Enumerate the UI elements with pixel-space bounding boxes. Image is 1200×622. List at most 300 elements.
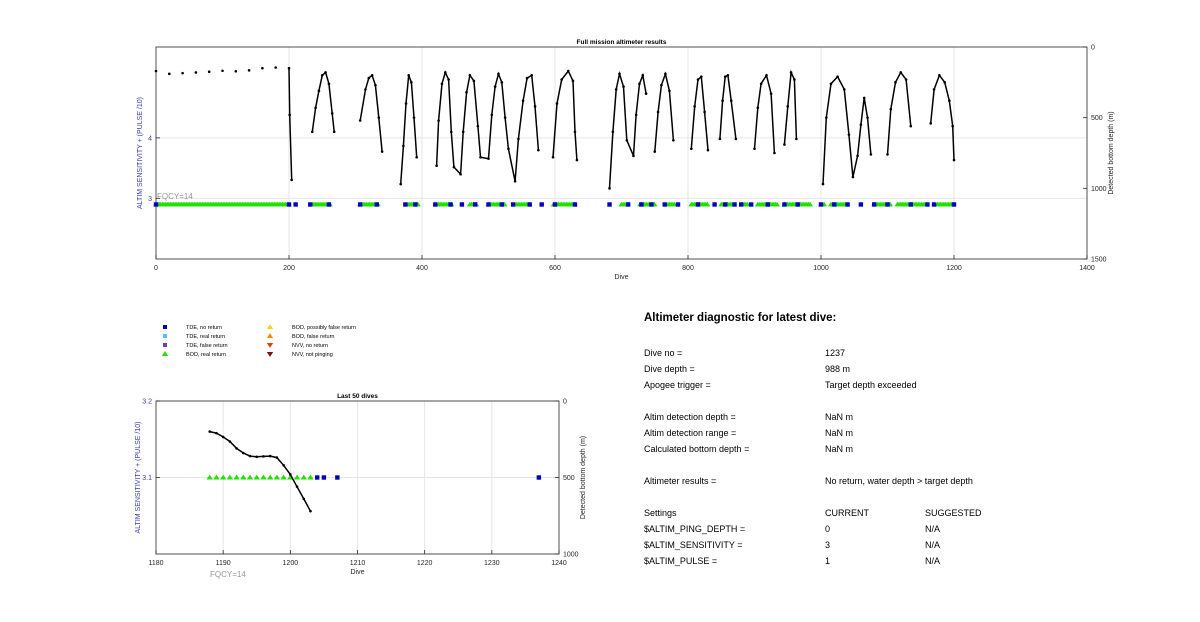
diag-extra: N/A: [925, 556, 941, 566]
bottom-depth-point: [374, 84, 377, 87]
bottom-depth-point: [195, 71, 198, 74]
tde-no-return-marker: [859, 202, 863, 206]
diag-row-apogee-trigger: [644, 380, 1084, 392]
diag-row-ping-depth: [644, 524, 1084, 536]
bottom-depth-point: [487, 157, 490, 160]
bottom-depth-point: [909, 125, 912, 128]
bottom-depth-point: [735, 138, 738, 141]
tde-no-return-marker: [460, 202, 464, 206]
bottom-depth-point: [282, 464, 285, 467]
tde-no-return-marker: [925, 202, 929, 206]
tde-no-return-marker: [537, 475, 541, 479]
tde-no-return-marker: [553, 202, 557, 206]
bottom-depth-point: [693, 105, 696, 108]
legend-triangle-marker: [162, 351, 168, 356]
tde-no-return-marker: [448, 202, 452, 206]
bottom-depth-point: [530, 74, 533, 77]
legend-triangle-marker: [267, 343, 273, 348]
y-right-tick-label: 500: [1091, 115, 1103, 123]
bottom-depth-point: [727, 74, 730, 77]
bottom-depth-series-line: [784, 72, 796, 144]
bottom-depth-point: [288, 67, 291, 70]
bottom-depth-point: [364, 88, 367, 91]
legend-label: TDE, false return: [186, 343, 228, 349]
bottom-depth-point: [948, 99, 951, 102]
bottom-depth-point: [407, 74, 410, 77]
tde-no-return-marker: [676, 202, 680, 206]
diag-row-dive-no: [644, 348, 1084, 360]
x-tick-label: 1200: [946, 265, 962, 272]
x-tick-label: 0: [154, 265, 158, 272]
bottom-depth-point: [618, 73, 621, 76]
last-50-dives-chart: [135, 393, 587, 579]
tde-no-return-marker: [749, 202, 753, 206]
bottom-depth-point: [249, 455, 252, 458]
bottom-depth-point: [221, 69, 224, 72]
bottom-depth-series-line: [401, 75, 417, 184]
diag-label: Altim detection depth =: [644, 412, 736, 422]
x-tick-label: 200: [283, 265, 295, 272]
diag-extra: N/A: [925, 540, 941, 550]
bottom-depth-point: [255, 456, 258, 459]
bottom-depth-point: [302, 498, 305, 501]
bottom-depth-point: [447, 78, 450, 81]
tde-no-return-marker: [607, 202, 611, 206]
diag-value: Target depth exceeded: [825, 380, 917, 390]
diag-row-altimeter-results: [644, 476, 1084, 488]
bottom-depth-point: [843, 88, 846, 91]
bottom-depth-point: [453, 166, 456, 169]
bottom-depth-point: [856, 155, 859, 158]
bottom-depth-series-line: [888, 72, 911, 154]
bottom-depth-point: [622, 85, 625, 88]
bottom-depth-point: [894, 81, 897, 84]
bottom-depth-point: [435, 164, 438, 167]
tde-no-return-marker: [322, 475, 326, 479]
y-left-axis-label: ALTIM SENSITIVITY + (PULSE /10): [135, 421, 142, 534]
bottom-depth-point: [866, 116, 869, 119]
tde-no-return-marker: [766, 202, 770, 206]
bottom-depth-point: [501, 81, 504, 84]
legend-label: NVV, not pinging: [292, 352, 333, 358]
bottom-depth-point: [494, 85, 497, 88]
bottom-depth-point: [514, 180, 517, 183]
bottom-depth-series-line: [437, 72, 539, 181]
diag-value: NaN m: [825, 444, 854, 454]
diag-value: 1: [825, 556, 831, 566]
x-tick-label: 1240: [551, 560, 567, 567]
bottom-depth-point: [441, 82, 444, 85]
tde-no-return-marker: [872, 202, 876, 206]
bottom-depth-point: [664, 73, 667, 76]
tde-no-return-marker: [909, 202, 913, 206]
tde-no-return-marker: [540, 202, 544, 206]
diag-row-dive-depth: [644, 364, 1084, 376]
diag-value: 1237: [825, 348, 846, 358]
diag-row-detection-depth: [644, 412, 1084, 424]
bottom-depth-point: [507, 147, 510, 150]
bottom-depth-point: [276, 456, 279, 459]
bottom-depth-point: [900, 71, 903, 74]
bottom-depth-point: [314, 106, 317, 109]
bottom-depth-point: [399, 183, 402, 186]
diag-value: NaN m: [825, 412, 854, 422]
tde-no-return-marker: [358, 202, 362, 206]
bottom-depth-point: [402, 145, 405, 148]
bottom-depth-point: [242, 452, 245, 455]
diag-label: $ALTIM_PING_DEPTH =: [644, 524, 746, 534]
bottom-depth-point: [672, 139, 675, 142]
tde-no-return-marker: [287, 202, 291, 206]
tde-no-return-marker: [626, 202, 630, 206]
diag-value: CURRENT: [825, 508, 869, 518]
bottom-depth-point: [405, 102, 408, 105]
bottom-depth-point: [413, 116, 416, 119]
tde-no-return-marker: [375, 202, 379, 206]
bottom-depth-point: [612, 131, 615, 134]
y-right-tick-label: 1500: [1091, 256, 1107, 264]
tde-no-return-marker: [293, 202, 297, 206]
bottom-depth-point: [938, 74, 941, 77]
bottom-depth-point: [852, 176, 855, 179]
y-right-tick-label: 0: [1091, 44, 1095, 52]
x-tick-label: 1400: [1079, 265, 1095, 272]
tde-no-return-marker: [782, 202, 786, 206]
x-tick-label: 1220: [416, 560, 433, 567]
bottom-depth-point: [479, 156, 482, 159]
diag-extra: N/A: [925, 524, 941, 534]
bottom-depth-point: [560, 78, 563, 81]
x-tick-label: 400: [416, 265, 428, 272]
y-left-tick-label: 4: [148, 135, 152, 143]
bottom-depth-point: [324, 71, 327, 74]
bottom-depth-point: [534, 105, 537, 108]
y-right-tick-label: 1000: [563, 551, 579, 559]
bottom-depth-point: [155, 70, 158, 73]
bottom-depth-point: [657, 111, 660, 114]
bottom-depth-point: [208, 430, 211, 433]
legend-label: NVV, no return: [292, 343, 328, 349]
altimeter-diagnostic-panel: [644, 312, 1084, 582]
x-axis-label: Dive: [614, 274, 629, 281]
bottom-depth-point: [462, 131, 465, 134]
bottom-depth-point: [638, 82, 641, 85]
bottom-depth-point: [760, 82, 763, 85]
y-left-tick-label: 3.1: [142, 475, 152, 482]
diag-row-detection-range: [644, 428, 1084, 440]
full-mission-chart: [137, 39, 1115, 281]
bottom-depth-point: [288, 114, 291, 117]
tde-no-return-marker: [723, 202, 727, 206]
bottom-depth-point: [848, 133, 851, 136]
bottom-depth-point: [377, 116, 380, 119]
legend: [162, 324, 356, 358]
diag-label: $ALTIM_PULSE =: [644, 556, 718, 566]
diag-label: Settings: [644, 508, 677, 518]
y-left-axis-label: ALTIM SENSITIVITY + (PULSE /10): [137, 97, 144, 209]
bottom-depth-point: [215, 432, 218, 435]
bottom-depth-point: [437, 119, 440, 122]
y-left-tick-label: 3: [148, 195, 152, 203]
tde-no-return-marker: [952, 202, 956, 206]
bottom-depth-point: [328, 82, 331, 85]
diag-row-settings-header: [644, 508, 1084, 520]
bottom-depth-series-line: [691, 77, 708, 151]
bottom-depth-point: [830, 82, 833, 85]
tde-no-return-marker: [732, 202, 736, 206]
legend-triangle-marker: [267, 324, 273, 329]
bottom-depth-series-line: [610, 74, 647, 188]
x-tick-label: 800: [682, 265, 694, 272]
bottom-depth-point: [415, 156, 418, 159]
bottom-depth-point: [836, 75, 839, 78]
bottom-depth-point: [537, 149, 540, 152]
bottom-depth-point: [576, 159, 579, 162]
bottom-depth-point: [504, 116, 507, 119]
diag-value: NaN m: [825, 428, 854, 438]
bottom-depth-point: [552, 156, 555, 159]
bottom-depth-point: [359, 119, 362, 122]
bottom-depth-series-line: [210, 432, 311, 512]
tde-no-return-marker: [528, 202, 532, 206]
bottom-depth-point: [653, 150, 656, 153]
legend-label: BOD, possibly false return: [292, 325, 356, 331]
tde-no-return-marker: [696, 202, 700, 206]
x-tick-label: 1180: [148, 560, 164, 567]
bottom-depth-point: [690, 147, 693, 150]
bottom-depth-point: [168, 73, 171, 76]
bottom-depth-point: [770, 92, 773, 95]
legend-label: TDE, no return: [186, 325, 223, 331]
bottom-depth-point: [368, 77, 371, 80]
bottom-depth-point: [572, 80, 575, 83]
diag-label: $ALTIM_SENSITIVITY =: [644, 540, 743, 550]
tde-no-return-marker: [403, 202, 407, 206]
bottom-depth-point: [410, 81, 413, 84]
bottom-depth-point: [721, 99, 724, 102]
bottom-depth-point: [707, 149, 710, 152]
x-tick-label: 600: [549, 265, 561, 272]
bottom-depth-series-line: [720, 75, 736, 139]
bottom-depth-point: [222, 436, 225, 439]
bottom-depth-point: [289, 473, 292, 476]
bottom-depth-series-line: [931, 75, 954, 160]
y-right-tick-label: 1000: [1091, 185, 1107, 193]
tde-no-return-marker: [932, 202, 936, 206]
bottom-depth-point: [786, 105, 789, 108]
bottom-depth-point: [469, 74, 472, 77]
bottom-depth-point: [261, 67, 264, 70]
tde-no-return-marker: [413, 202, 417, 206]
bottom-depth-point: [248, 69, 251, 72]
bottom-depth-point: [444, 71, 447, 74]
diagnostic-title: Altimeter diagnostic for latest dive:: [644, 312, 837, 324]
bottom-depth-point: [757, 106, 760, 109]
chart-title: Last 50 dives: [337, 393, 378, 400]
y-left-tick-label: 3.2: [142, 398, 152, 406]
tde-no-return-marker: [308, 202, 312, 206]
bottom-depth-point: [269, 455, 272, 458]
bottom-depth-point: [331, 112, 334, 115]
tde-no-return-marker: [712, 202, 716, 206]
bottom-depth-point: [371, 74, 374, 77]
bottom-depth-point: [574, 131, 577, 134]
bottom-depth-series-line: [755, 75, 775, 153]
bottom-depth-point: [753, 147, 756, 150]
x-axis-label: Dive: [350, 569, 365, 576]
bottom-depth-point: [567, 70, 570, 73]
tde-no-return-marker: [885, 202, 889, 206]
tde-no-return-marker: [739, 202, 743, 206]
bottom-depth-point: [296, 485, 299, 488]
diag-value: 3: [825, 540, 831, 550]
bottom-depth-series-line: [823, 77, 871, 184]
bottom-depth-point: [863, 97, 866, 100]
legend-label: BOD, false return: [292, 334, 335, 340]
bottom-depth-point: [703, 111, 706, 114]
bottom-depth-point: [765, 74, 768, 77]
tde-no-return-marker: [315, 475, 319, 479]
bottom-depth-point: [556, 102, 559, 105]
x-tick-label: 1230: [484, 560, 500, 567]
bottom-depth-point: [822, 183, 825, 186]
bottom-depth-point: [668, 90, 671, 93]
bottom-depth-point: [473, 80, 476, 83]
tde-no-return-marker: [327, 202, 331, 206]
tde-no-return-marker: [819, 202, 823, 206]
bottom-depth-point: [477, 125, 480, 128]
tde-no-return-marker: [832, 202, 836, 206]
bottom-depth-point: [459, 173, 462, 176]
bottom-depth-point: [929, 122, 932, 125]
legend-triangle-marker: [267, 352, 273, 357]
tde-no-return-marker: [573, 202, 577, 206]
diag-extra: SUGGESTED: [925, 508, 982, 518]
bottom-depth-point: [730, 99, 733, 102]
bottom-depth-point: [700, 75, 703, 78]
x-tick-label: 1000: [813, 265, 829, 272]
bottom-depth-point: [450, 131, 453, 134]
bottom-depth-point: [491, 114, 494, 117]
bottom-depth-point: [526, 77, 529, 80]
bottom-depth-point: [660, 84, 663, 87]
tde-no-return-marker: [500, 202, 504, 206]
legend-square-marker: [163, 325, 167, 329]
tde-no-return-marker: [154, 202, 158, 206]
bottom-depth-point: [381, 150, 384, 153]
bottom-depth-point: [632, 155, 635, 158]
bottom-depth-point: [626, 139, 629, 142]
tde-no-return-marker: [639, 202, 643, 206]
tde-no-return-marker: [845, 202, 849, 206]
bottom-depth-point: [870, 153, 873, 156]
bottom-depth-point: [905, 78, 908, 81]
bottom-depth-point: [321, 74, 324, 77]
diag-label: Dive no =: [644, 348, 683, 358]
bottom-depth-point: [235, 447, 238, 450]
bottom-depth-point: [318, 90, 321, 93]
bottom-depth-point: [635, 114, 638, 117]
diag-label: Altimeter results =: [644, 476, 717, 486]
legend-label: BOD, real return: [186, 352, 227, 358]
tde-no-return-marker: [663, 202, 667, 206]
bottom-depth-point: [795, 138, 798, 141]
bottom-depth-series-line: [312, 72, 334, 131]
y-right-tick-label: 0: [563, 398, 567, 406]
chart-title: Full mission altimeter results: [576, 39, 667, 46]
bottom-depth-point: [333, 131, 336, 134]
bottom-depth-point: [890, 108, 893, 111]
bottom-depth-point: [517, 138, 520, 141]
diag-value: 988 m: [825, 364, 851, 374]
bottom-depth-point: [311, 131, 314, 134]
diag-row-bottom-depth: [644, 444, 1084, 456]
y-right-axis-label: Detected bottom depth (m): [1108, 111, 1115, 195]
diag-label: Altim detection range =: [644, 428, 737, 438]
fqcy-annotation: FQCY=14: [210, 570, 246, 579]
tde-no-return-marker: [486, 202, 490, 206]
bottom-depth-point: [262, 455, 265, 458]
bottom-depth-point: [773, 152, 776, 155]
bottom-depth-point: [933, 88, 936, 91]
bottom-depth-point: [697, 78, 700, 81]
bottom-depth-point: [790, 71, 793, 74]
bottom-depth-point: [793, 78, 796, 81]
bottom-depth-point: [181, 72, 184, 75]
bottom-depth-point: [208, 70, 211, 73]
diag-label: Calculated bottom depth =: [644, 444, 750, 454]
legend-triangle-marker: [267, 333, 273, 338]
tde-no-return-marker: [796, 202, 800, 206]
x-tick-label: 1190: [215, 560, 231, 567]
bottom-depth-point: [886, 153, 889, 156]
bottom-depth-point: [825, 116, 828, 119]
tde-no-return-marker: [649, 202, 653, 206]
bottom-depth-point: [724, 75, 727, 78]
diag-row-sensitivity: [644, 540, 1084, 552]
x-tick-label: 1200: [282, 560, 299, 567]
bottom-depth-point: [465, 91, 468, 94]
bottom-depth-point: [641, 74, 644, 77]
bottom-depth-point: [615, 88, 618, 91]
y-right-tick-label: 500: [563, 475, 575, 482]
bottom-depth-point: [719, 138, 722, 141]
bottom-depth-point: [229, 440, 232, 443]
bottom-depth-point: [645, 92, 648, 95]
legend-square-marker: [163, 334, 167, 338]
bottom-depth-point: [497, 73, 500, 76]
bottom-depth-point: [608, 187, 611, 190]
bottom-depth-point: [943, 81, 946, 84]
y-right-axis-label: Detected bottom depth (m): [580, 435, 587, 520]
bottom-depth-point: [235, 70, 238, 73]
bottom-depth-point: [783, 143, 786, 146]
tde-no-return-marker: [335, 475, 339, 479]
fqcy-annotation: FQCY=14: [157, 192, 193, 201]
bottom-depth-point: [309, 510, 312, 513]
bottom-depth-point: [951, 125, 954, 128]
bottom-depth-point: [274, 66, 277, 69]
diag-label: Dive depth =: [644, 364, 695, 374]
bottom-depth-point: [522, 99, 525, 102]
tde-no-return-marker: [473, 202, 477, 206]
bottom-depth-point: [953, 159, 956, 162]
diag-label: Apogee trigger =: [644, 380, 711, 390]
bottom-depth-point: [290, 179, 293, 182]
diag-row-pulse: [644, 556, 1084, 568]
legend-label: TDE, real return: [186, 334, 226, 340]
legend-square-marker: [163, 343, 167, 347]
